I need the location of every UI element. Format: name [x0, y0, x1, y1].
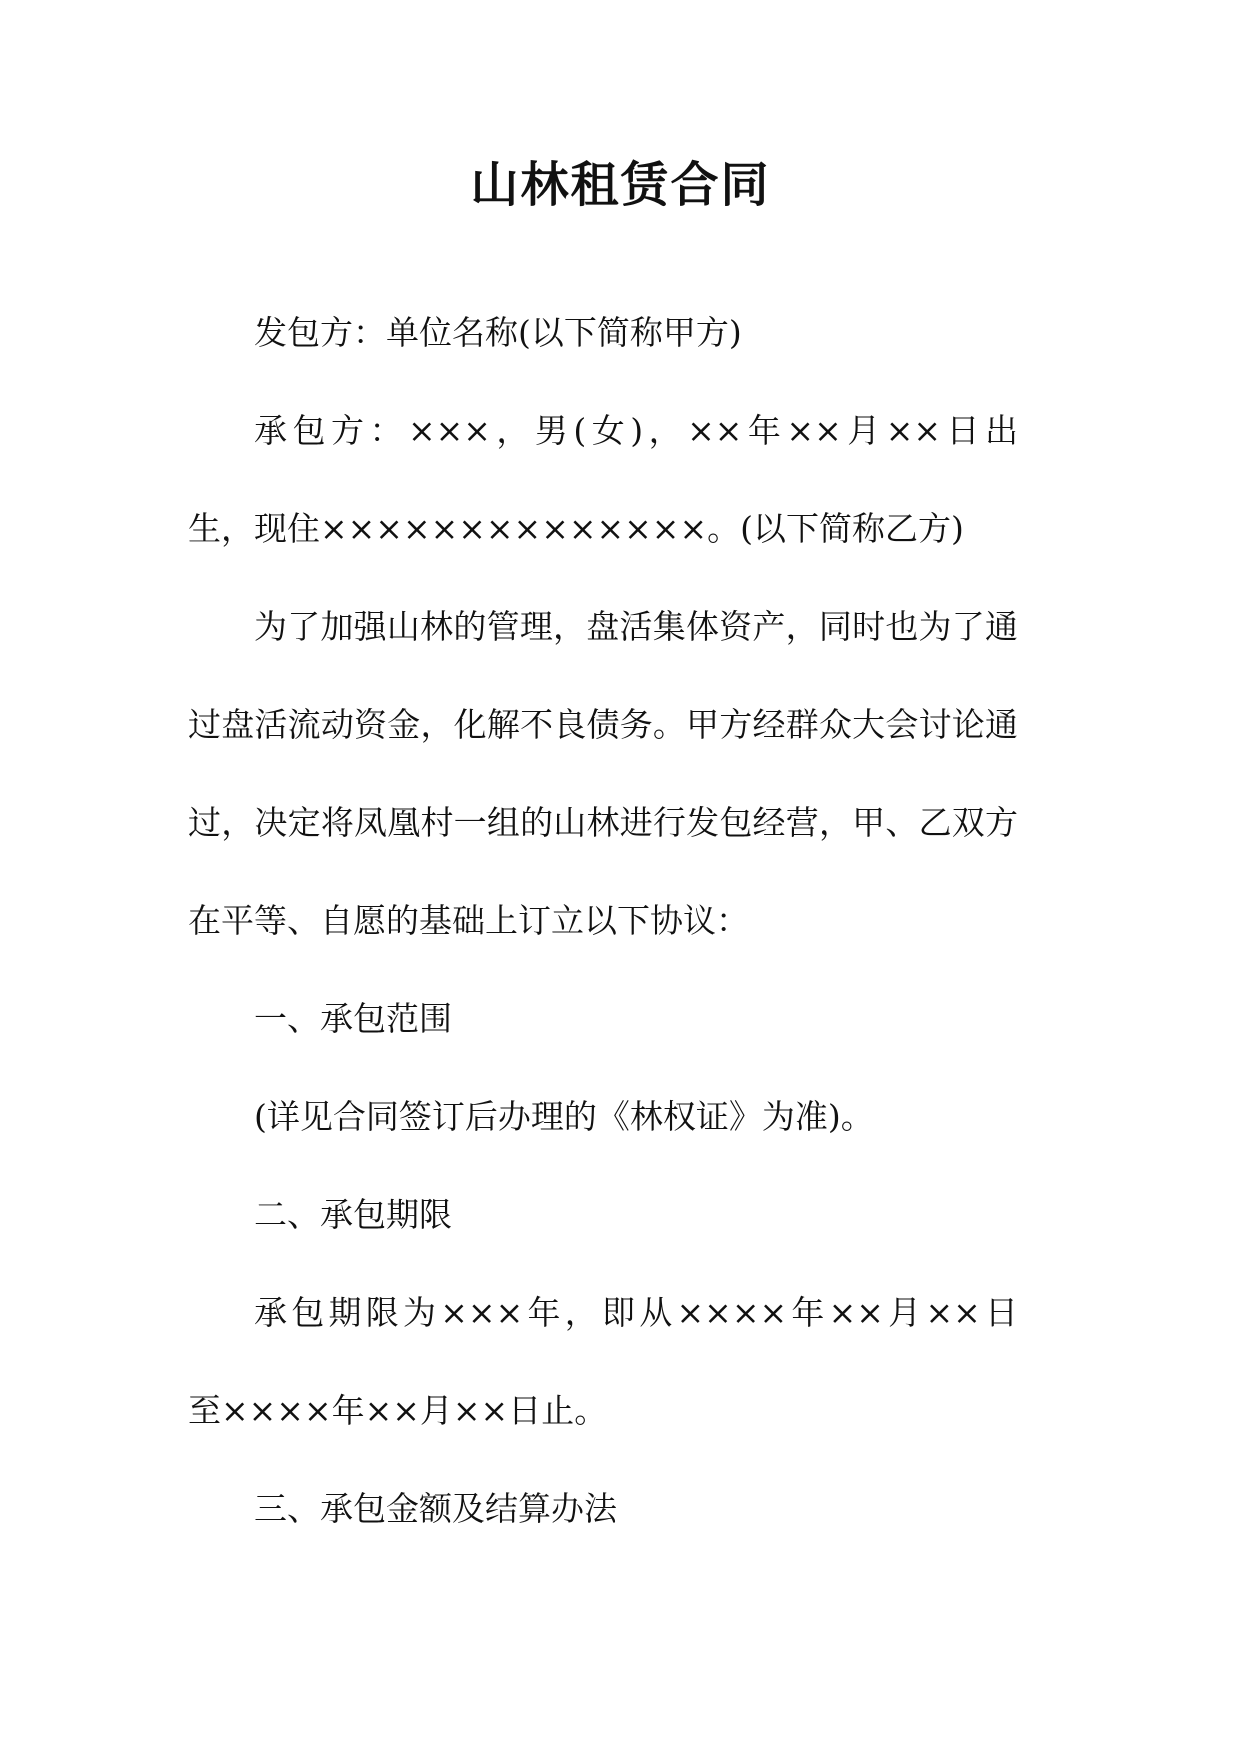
preamble-line-4: 在平等、自愿的基础上订立以下协议：: [188, 901, 749, 940]
section-2-text-line-1: 承包期限为×××年，即从××××年××月××日: [254, 1293, 1018, 1332]
party-b-line-2: 生，现住××××××××××××××。(以下简称乙方): [188, 509, 964, 548]
document-body: [188, 284, 1018, 1558]
section-2-text-line-2: 至××××年××月××日止。: [188, 1391, 608, 1430]
preamble-line-3: 过，决定将凤凰村一组的山林进行发包经营，甲、乙双方: [188, 803, 1018, 842]
document-title: 山林租赁合同: [470, 157, 771, 213]
preamble-line-2: 过盘活流动资金，化解不良债务。甲方经群众大会讨论通: [188, 705, 1018, 744]
preamble-line-1: 为了加强山林的管理，盘活集体资产，同时也为了通: [254, 607, 1018, 646]
section-1-text: (详见合同签订后办理的《林权证》为准)。: [254, 1097, 874, 1136]
party-a-line: 发包方：单位名称(以下简称甲方): [254, 313, 742, 352]
section-3-heading: 三、承包金额及结算办法: [254, 1489, 617, 1528]
section-2-heading: 二、承包期限: [254, 1195, 452, 1234]
party-b-line-1: 承包方：×××，男(女)，××年××月××日出: [254, 411, 1018, 450]
section-1-heading: 一、承包范围: [254, 999, 452, 1038]
